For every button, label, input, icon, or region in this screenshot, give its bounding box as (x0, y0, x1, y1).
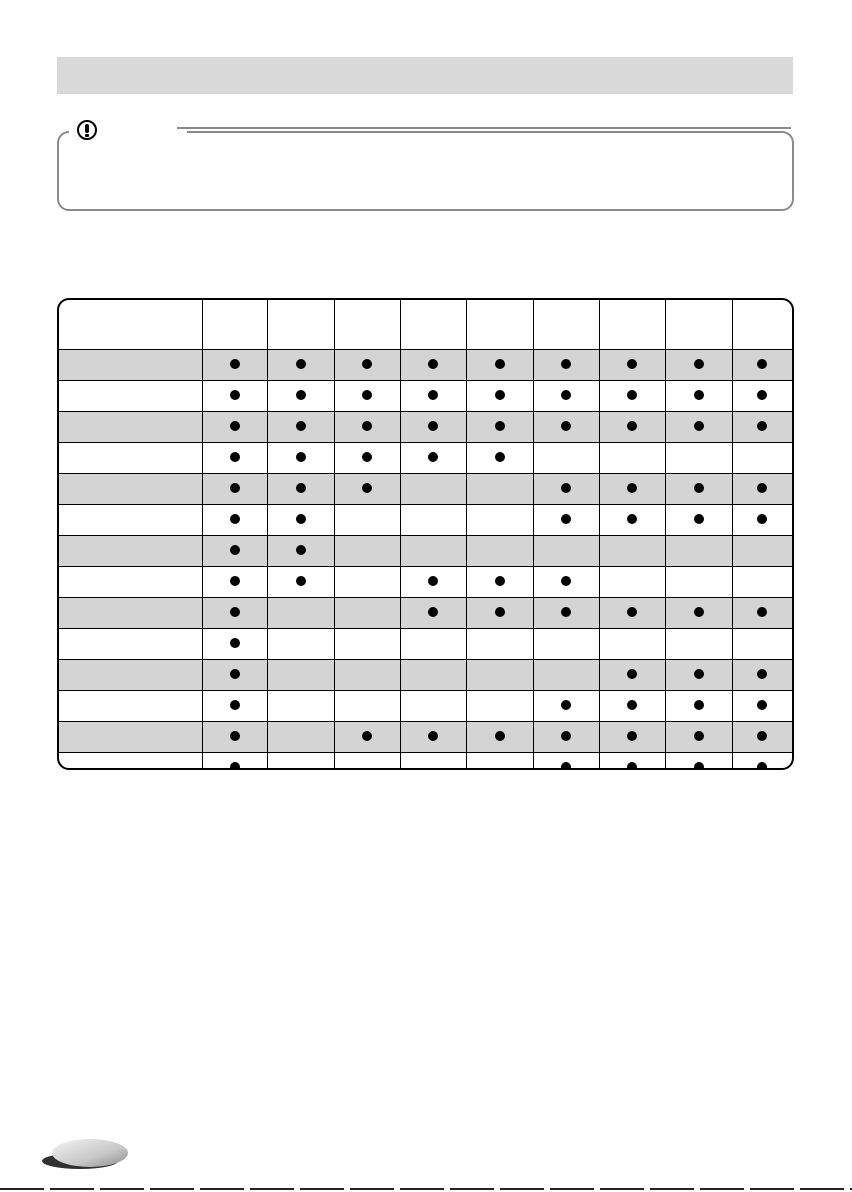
table-cell (665, 536, 732, 567)
table-cell (466, 443, 533, 474)
table-cell (334, 474, 400, 505)
filled-circle-icon (230, 390, 240, 400)
table-cell (202, 753, 267, 771)
filled-circle-icon (428, 576, 438, 586)
table-cell (732, 722, 792, 753)
table-cell (267, 443, 334, 474)
table-cell (334, 443, 400, 474)
table-cell (267, 381, 334, 412)
page-number-tab (40, 1138, 130, 1170)
table-cell (267, 753, 334, 771)
table-row (59, 381, 792, 412)
table-cell (202, 598, 267, 629)
table-cell (732, 350, 792, 381)
table-cell (400, 412, 466, 443)
filled-circle-icon (362, 359, 372, 369)
table-cell (202, 474, 267, 505)
table-cell (466, 505, 533, 536)
table-cell (202, 629, 267, 660)
table-cell (533, 753, 599, 771)
table-cell (202, 567, 267, 598)
filled-circle-icon (296, 452, 306, 462)
filled-circle-icon (296, 514, 306, 524)
table-cell (400, 350, 466, 381)
column-header (533, 300, 599, 350)
table-cell (599, 598, 665, 629)
table-cell (665, 598, 732, 629)
filled-circle-icon (757, 731, 767, 741)
table-cell (267, 350, 334, 381)
table-row (59, 412, 792, 443)
filled-circle-icon (230, 700, 240, 710)
table-cell (665, 691, 732, 722)
filled-circle-icon (757, 483, 767, 493)
table-row (59, 443, 792, 474)
table-cell (334, 567, 400, 598)
filled-circle-icon (757, 421, 767, 431)
table-cell (400, 474, 466, 505)
row-label (59, 629, 202, 660)
table-cell (533, 660, 599, 691)
filled-circle-icon (561, 731, 571, 741)
compatibility-grid (59, 300, 792, 770)
table-cell (400, 598, 466, 629)
filled-circle-icon (757, 762, 767, 770)
table-cell (334, 536, 400, 567)
table-cell (466, 753, 533, 771)
table-cell (334, 629, 400, 660)
table-cell (533, 505, 599, 536)
filled-circle-icon (694, 359, 704, 369)
table-row (59, 629, 792, 660)
table-cell (665, 381, 732, 412)
filled-circle-icon (561, 483, 571, 493)
table-cell (400, 660, 466, 691)
column-header (59, 300, 202, 350)
table-cell (334, 412, 400, 443)
table-cell (466, 474, 533, 505)
filled-circle-icon (230, 762, 240, 770)
section-title-bar (57, 57, 793, 94)
table-cell (599, 629, 665, 660)
table-cell (732, 474, 792, 505)
filled-circle-icon (362, 483, 372, 493)
table-cell (334, 691, 400, 722)
row-label (59, 722, 202, 753)
filled-circle-icon (230, 359, 240, 369)
table-cell (334, 722, 400, 753)
table-cell (732, 443, 792, 474)
filled-circle-icon (230, 638, 240, 648)
filled-circle-icon (495, 421, 505, 431)
filled-circle-icon (296, 576, 306, 586)
filled-circle-icon (495, 359, 505, 369)
table-cell (400, 381, 466, 412)
filled-circle-icon (694, 762, 704, 770)
table-cell (732, 629, 792, 660)
column-header (665, 300, 732, 350)
table-cell (732, 660, 792, 691)
row-label (59, 412, 202, 443)
table-row (59, 536, 792, 567)
table-cell (202, 412, 267, 443)
table-row (59, 722, 792, 753)
table-body (59, 350, 792, 771)
table-cell (334, 753, 400, 771)
filled-circle-icon (694, 700, 704, 710)
table-cell (599, 722, 665, 753)
table-cell (665, 629, 732, 660)
table-cell (665, 412, 732, 443)
table-cell (599, 412, 665, 443)
table-cell (466, 412, 533, 443)
filled-circle-icon (757, 359, 767, 369)
filled-circle-icon (230, 483, 240, 493)
filled-circle-icon (561, 359, 571, 369)
filled-circle-icon (230, 452, 240, 462)
table-cell (665, 722, 732, 753)
table-cell (466, 350, 533, 381)
table-cell (466, 381, 533, 412)
row-label (59, 350, 202, 381)
filled-circle-icon (627, 390, 637, 400)
column-header (202, 300, 267, 350)
table-cell (267, 660, 334, 691)
table-row (59, 691, 792, 722)
table-row (59, 598, 792, 629)
filled-circle-icon (296, 359, 306, 369)
table-row (59, 567, 792, 598)
filled-circle-icon (495, 452, 505, 462)
table-cell (202, 660, 267, 691)
table-cell (334, 598, 400, 629)
table-row (59, 350, 792, 381)
column-header (466, 300, 533, 350)
column-header (267, 300, 334, 350)
filled-circle-icon (694, 514, 704, 524)
filled-circle-icon (495, 576, 505, 586)
table-cell (533, 536, 599, 567)
table-cell (533, 381, 599, 412)
table-cell (466, 536, 533, 567)
row-label (59, 381, 202, 412)
filled-circle-icon (627, 669, 637, 679)
filled-circle-icon (230, 731, 240, 741)
column-header (732, 300, 792, 350)
table-cell (533, 722, 599, 753)
filled-circle-icon (757, 700, 767, 710)
filled-circle-icon (694, 421, 704, 431)
row-label (59, 474, 202, 505)
table-cell (533, 350, 599, 381)
row-label (59, 567, 202, 598)
exclamation-icon (77, 120, 97, 140)
table-cell (267, 412, 334, 443)
table-cell (466, 691, 533, 722)
table-cell (466, 629, 533, 660)
filled-circle-icon (627, 483, 637, 493)
table-row (59, 660, 792, 691)
table-cell (267, 598, 334, 629)
table-cell (732, 598, 792, 629)
filled-circle-icon (561, 421, 571, 431)
filled-circle-icon (757, 514, 767, 524)
column-header (334, 300, 400, 350)
compatibility-table (57, 298, 794, 770)
table-cell (599, 567, 665, 598)
table-cell (334, 660, 400, 691)
table-cell (665, 505, 732, 536)
table-cell (400, 443, 466, 474)
row-label (59, 660, 202, 691)
table-cell (732, 381, 792, 412)
table-cell (202, 722, 267, 753)
table-cell (267, 691, 334, 722)
table-row (59, 753, 792, 771)
filled-circle-icon (362, 731, 372, 741)
filled-circle-icon (495, 607, 505, 617)
filled-circle-icon (757, 607, 767, 617)
table-cell (732, 691, 792, 722)
note-header-rule (177, 127, 791, 129)
filled-circle-icon (495, 731, 505, 741)
row-label (59, 536, 202, 567)
table-cell (400, 567, 466, 598)
table-cell (267, 474, 334, 505)
row-label (59, 443, 202, 474)
table-cell (599, 381, 665, 412)
column-header (599, 300, 665, 350)
bottom-rule (0, 1188, 852, 1190)
table-cell (400, 536, 466, 567)
table-cell (400, 753, 466, 771)
table-cell (533, 474, 599, 505)
filled-circle-icon (362, 421, 372, 431)
table-cell (400, 691, 466, 722)
table-cell (202, 536, 267, 567)
table-cell (665, 474, 732, 505)
filled-circle-icon (428, 390, 438, 400)
table-cell (732, 567, 792, 598)
table-cell (334, 381, 400, 412)
filled-circle-icon (757, 669, 767, 679)
row-label (59, 753, 202, 771)
table-cell (732, 412, 792, 443)
table-cell (599, 691, 665, 722)
table-row (59, 474, 792, 505)
filled-circle-icon (627, 514, 637, 524)
filled-circle-icon (230, 576, 240, 586)
table-cell (202, 381, 267, 412)
table-cell (533, 443, 599, 474)
table-row (59, 505, 792, 536)
table-cell (400, 629, 466, 660)
filled-circle-icon (230, 514, 240, 524)
table-cell (533, 412, 599, 443)
table-cell (732, 753, 792, 771)
table-cell (400, 505, 466, 536)
filled-circle-icon (694, 607, 704, 617)
table-cell (533, 567, 599, 598)
table-cell (202, 691, 267, 722)
filled-circle-icon (627, 421, 637, 431)
filled-circle-icon (362, 452, 372, 462)
table-cell (202, 350, 267, 381)
filled-circle-icon (757, 390, 767, 400)
column-header (400, 300, 466, 350)
filled-circle-icon (428, 731, 438, 741)
table-cell (665, 660, 732, 691)
table-cell (334, 350, 400, 381)
table-cell (267, 722, 334, 753)
table-cell (533, 598, 599, 629)
filled-circle-icon (428, 421, 438, 431)
table-cell (202, 505, 267, 536)
table-cell (665, 567, 732, 598)
table-cell (267, 567, 334, 598)
row-label (59, 505, 202, 536)
table-cell (732, 505, 792, 536)
filled-circle-icon (627, 607, 637, 617)
row-label (59, 691, 202, 722)
table-cell (599, 443, 665, 474)
filled-circle-icon (428, 359, 438, 369)
filled-circle-icon (230, 607, 240, 617)
filled-circle-icon (230, 669, 240, 679)
filled-circle-icon (561, 514, 571, 524)
filled-circle-icon (561, 607, 571, 617)
table-cell (599, 753, 665, 771)
table-cell (202, 443, 267, 474)
table-cell (466, 567, 533, 598)
table-cell (599, 505, 665, 536)
note-box (57, 131, 794, 211)
filled-circle-icon (296, 421, 306, 431)
table-cell (599, 350, 665, 381)
filled-circle-icon (428, 607, 438, 617)
table-header-row (59, 300, 792, 350)
filled-circle-icon (627, 762, 637, 770)
filled-circle-icon (495, 390, 505, 400)
filled-circle-icon (362, 390, 372, 400)
filled-circle-icon (296, 390, 306, 400)
table-cell (599, 474, 665, 505)
table-cell (665, 443, 732, 474)
filled-circle-icon (296, 483, 306, 493)
table-cell (732, 536, 792, 567)
table-cell (466, 598, 533, 629)
filled-circle-icon (694, 669, 704, 679)
filled-circle-icon (627, 731, 637, 741)
filled-circle-icon (428, 452, 438, 462)
filled-circle-icon (627, 700, 637, 710)
table-cell (665, 753, 732, 771)
table-cell (334, 505, 400, 536)
filled-circle-icon (694, 731, 704, 741)
page-tab-body (52, 1139, 128, 1167)
filled-circle-icon (561, 762, 571, 770)
table-cell (665, 350, 732, 381)
filled-circle-icon (230, 545, 240, 555)
filled-circle-icon (694, 390, 704, 400)
filled-circle-icon (561, 390, 571, 400)
table-cell (267, 505, 334, 536)
table-cell (533, 691, 599, 722)
table-cell (267, 536, 334, 567)
table-cell (599, 660, 665, 691)
table-cell (400, 722, 466, 753)
table-cell (466, 722, 533, 753)
filled-circle-icon (561, 700, 571, 710)
table-cell (533, 629, 599, 660)
filled-circle-icon (694, 483, 704, 493)
row-label (59, 598, 202, 629)
table-cell (466, 660, 533, 691)
filled-circle-icon (561, 576, 571, 586)
filled-circle-icon (230, 421, 240, 431)
table-cell (267, 629, 334, 660)
filled-circle-icon (296, 545, 306, 555)
table-cell (599, 536, 665, 567)
filled-circle-icon (627, 359, 637, 369)
